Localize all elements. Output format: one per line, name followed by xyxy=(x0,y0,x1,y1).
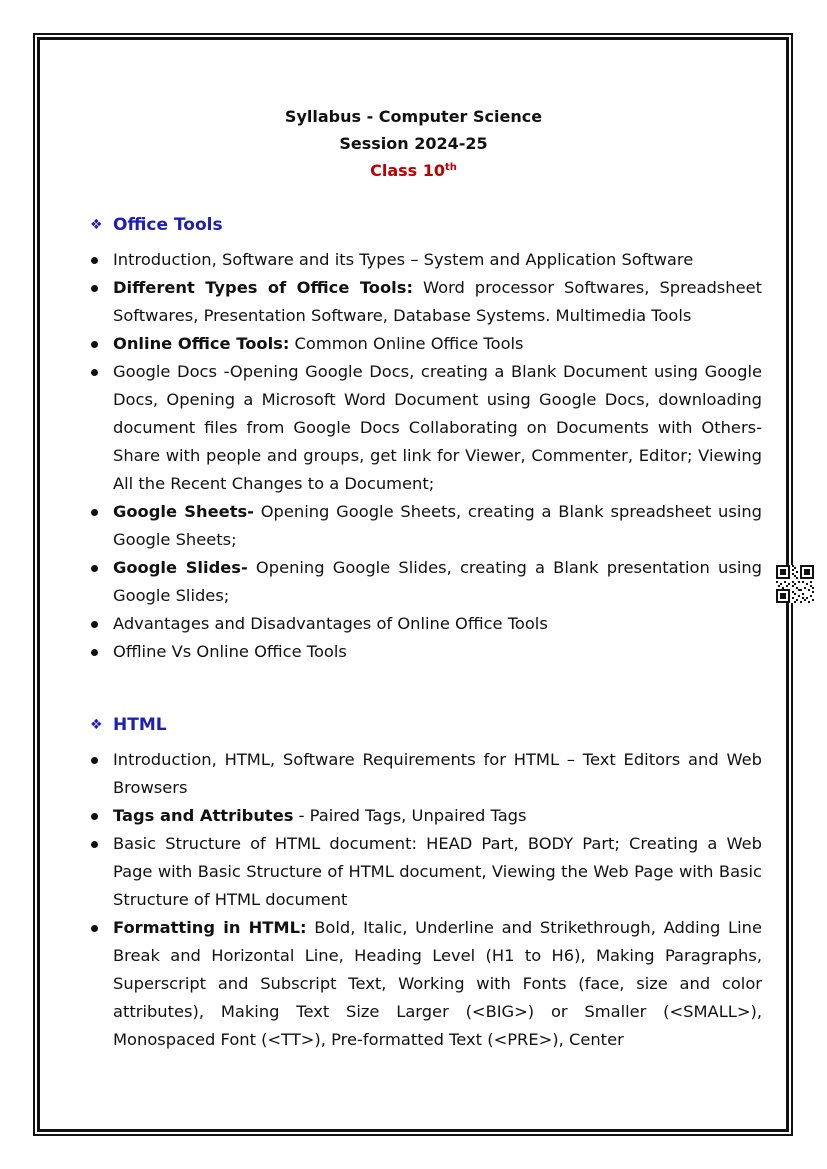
section-gap xyxy=(90,666,762,710)
topic-text: Google Docs -Opening Google Docs, creating a Blank Document using Google Docs, Opening a Microsoft Word Document using Google Docs, downloading document files from Google Docs Collaborating on Documents with Others- Share with people and groups, get link for Viewer, Commenter, Editor; Viewing All the Recent Changes to a Document; xyxy=(113,362,762,493)
list-item xyxy=(90,358,762,498)
list-item xyxy=(90,246,762,274)
document-header xyxy=(0,103,827,184)
topic-text: Bold, Italic, Underline and Strikethrough, Adding Line Break and Horizontal Line, Heading Level (H1 to H6), Making Paragraphs, Superscript and Subscript Text, Working with Fonts (face, size and color attributes), Making Text Size Larger (<BIG>) or Smaller (<SMALL>), Monospaced Font (<TT>), Pre-formatted Text (<PRE>), Center xyxy=(113,918,762,1049)
topic-text: Introduction, HTML, Software Requirements for HTML – Text Editors and Web Browsers xyxy=(113,750,762,797)
list-item xyxy=(90,830,762,914)
diamond-bullet-icon: ❖ xyxy=(90,217,103,233)
topic-text: Opening Google Slides, creating a Blank presentation using Google Slides; xyxy=(113,558,762,605)
document-title: Syllabus - Computer Science xyxy=(284,107,543,126)
syllabus-content xyxy=(90,210,762,1054)
class-label-suffix: th xyxy=(445,162,457,173)
topic-heading: Google Slides- xyxy=(113,558,248,577)
session-label: Session 2024-25 xyxy=(339,134,488,153)
list-item xyxy=(90,610,762,638)
class-label xyxy=(0,157,827,184)
topic-text: Basic Structure of HTML document: HEAD Part, BODY Part; Creating a Web Page with Basic Structure of HTML document, Viewing the Web Page with Basic Structure of HTML document xyxy=(113,834,762,909)
topic-heading: Formatting in HTML: xyxy=(113,918,307,937)
topic-text: - Paired Tags, Unpaired Tags xyxy=(293,806,527,825)
section-title-text: Office Tools xyxy=(113,215,223,235)
topic-text: Common Online Office Tools xyxy=(289,334,524,353)
list-item xyxy=(90,914,762,1054)
list-item xyxy=(90,554,762,610)
list-item xyxy=(90,638,762,666)
list-item xyxy=(90,274,762,330)
list-item xyxy=(90,802,762,830)
section-title xyxy=(90,210,762,240)
topic-text: Introduction, Software and its Types – System and Application Software xyxy=(113,250,694,269)
topic-heading: Tags and Attributes xyxy=(113,806,294,825)
topic-heading: Google Sheets- xyxy=(113,502,254,521)
topic-text: Advantages and Disadvantages of Online Office Tools xyxy=(113,614,548,633)
topic-heading: Online Office Tools: xyxy=(113,334,290,353)
section-title xyxy=(90,710,762,740)
topic-list xyxy=(90,746,762,1054)
diamond-bullet-icon: ❖ xyxy=(90,717,103,733)
topic-text: Opening Google Sheets, creating a Blank spreadsheet using Google Sheets; xyxy=(113,502,762,549)
qr-code-icon xyxy=(776,565,814,603)
list-item xyxy=(90,498,762,554)
topic-list xyxy=(90,246,762,666)
section-title-text: HTML xyxy=(113,715,167,735)
topic-heading: Different Types of Office Tools: xyxy=(113,278,413,297)
list-item xyxy=(90,330,762,358)
topic-text: Word processor Softwares, Spreadsheet Softwares, Presentation Software, Database Systems. Multimedia Tools xyxy=(113,278,762,325)
class-label-text: Class 10 xyxy=(370,161,445,180)
list-item xyxy=(90,746,762,802)
topic-text: Offline Vs Online Office Tools xyxy=(113,642,347,661)
